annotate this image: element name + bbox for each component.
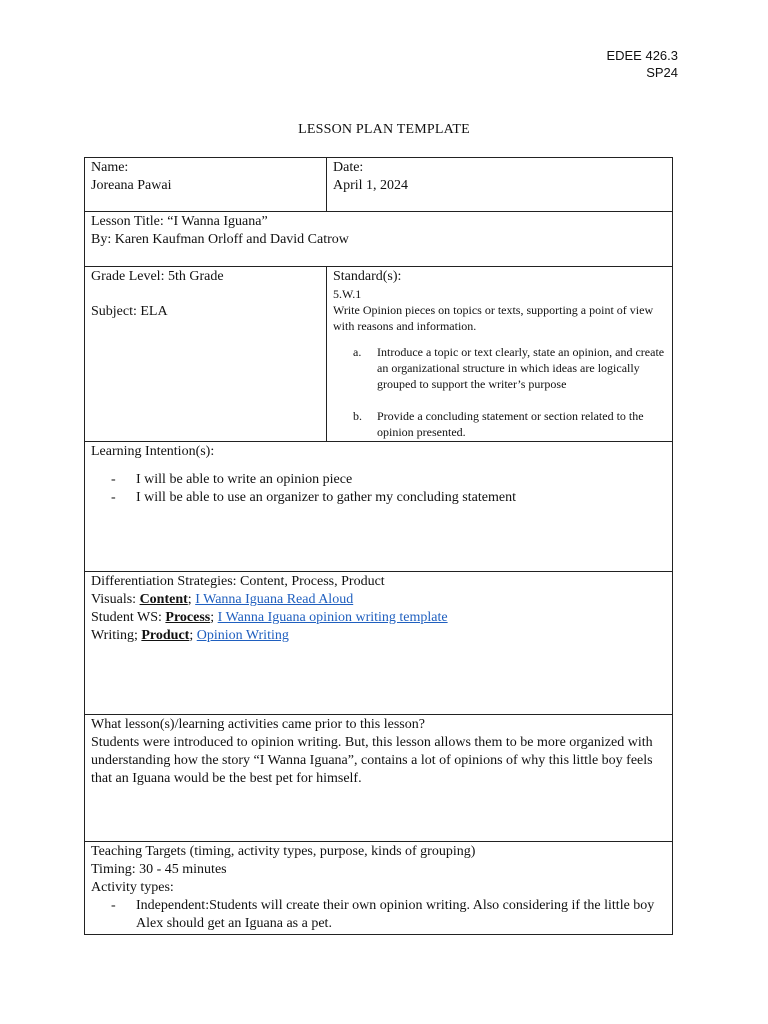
lesson-authors: By: Karen Kaufman Orloff and David Catrow	[91, 232, 349, 247]
lesson-title-row	[85, 212, 673, 267]
standards-label: Standard(s):	[333, 269, 402, 284]
opinion-writing-link[interactable]: Opinion Writing	[196, 628, 289, 643]
student-ws-line	[91, 609, 666, 627]
course-code: EDEE 426.3	[606, 48, 678, 63]
course-code-header	[606, 47, 678, 81]
student-ws-prefix: Student WS:	[91, 610, 166, 625]
read-aloud-link[interactable]: I Wanna Iguana Read Aloud	[195, 592, 354, 607]
standards-cell	[327, 267, 673, 442]
learning-intentions-cell	[85, 442, 673, 572]
visuals-kind: Content	[139, 592, 188, 607]
lesson-title: Lesson Title: “I Wanna Iguana”	[91, 214, 268, 229]
activity-types-label: Activity types:	[91, 880, 174, 895]
name-cell	[85, 158, 327, 212]
standard-item	[353, 344, 666, 392]
writing-kind: Product	[141, 628, 190, 643]
learning-intention-item: - I will be able to write an opinion piece	[111, 471, 666, 489]
lesson-plan-table	[84, 157, 673, 935]
writing-prefix: Writing;	[91, 628, 142, 643]
date-label: Date:	[333, 160, 364, 175]
standard-description: Write Opinion pieces on topics or texts, supporting a point of view with reasons and information.	[333, 303, 654, 333]
name-value: Joreana Pawai	[91, 178, 172, 193]
learning-intention-item: - I will be able to use an organizer to gather my concluding statement	[111, 489, 666, 507]
timing: Timing: 30 - 45 minutes	[91, 862, 227, 877]
grade-standards-row	[85, 267, 673, 442]
writing-separator: ;	[189, 628, 197, 643]
term-code: SP24	[646, 65, 678, 80]
lesson-title-cell	[85, 212, 673, 267]
prior-learning-row	[85, 715, 673, 842]
standard-item-marker: b.	[353, 409, 362, 423]
date-value: April 1, 2024	[333, 178, 409, 193]
standard-item	[353, 408, 666, 440]
standard-item-text: Provide a concluding statement or section related to the opinion presented.	[377, 409, 644, 439]
prior-learning-cell	[85, 715, 673, 842]
teaching-targets-row	[85, 842, 673, 935]
grade-subject-cell	[85, 267, 327, 442]
name-date-row	[85, 158, 673, 212]
subject: Subject: ELA	[91, 304, 168, 319]
standard-items-list	[333, 344, 666, 440]
writing-template-link[interactable]: I Wanna Iguana opinion writing template	[217, 610, 448, 625]
teaching-targets-cell	[85, 842, 673, 935]
standard-item-text: Introduce a topic or text clearly, state an opinion, and create an organizational structure in which ideas are logically grouped to support the writer’s purpose	[377, 345, 665, 391]
visuals-separator: ;	[187, 592, 196, 607]
date-cell	[327, 158, 673, 212]
differentiation-label: Differentiation Strategies: Content, Process, Product	[91, 574, 385, 589]
name-label: Name:	[91, 160, 129, 175]
prior-learning-answer: Students were introduced to opinion writing. But, this lesson allows them to be more organized with understanding how the story “I Wanna Iguana”, contains a lot of opinions of why this little boy feels that an Iguana would be the best pet for himself.	[91, 735, 653, 786]
standard-code: 5.W.1	[333, 287, 362, 301]
activity-type-item: - Independent:Students will create their own opinion writing. Also considering if the little boy Alex should get an Iguana as a pet.	[111, 897, 666, 933]
visuals-line	[91, 591, 666, 609]
activity-types-list	[91, 897, 666, 933]
prior-learning-question: What lesson(s)/learning activities came prior to this lesson?	[91, 717, 425, 732]
teaching-targets-label: Teaching Targets (timing, activity types, purpose, kinds of grouping)	[91, 844, 476, 859]
learning-intentions-row	[85, 442, 673, 572]
writing-line	[91, 627, 666, 645]
learning-intentions-list	[91, 471, 666, 507]
differentiation-row	[85, 572, 673, 715]
grade-level: Grade Level: 5th Grade	[91, 269, 224, 284]
visuals-prefix: Visuals:	[91, 592, 140, 607]
differentiation-cell	[85, 572, 673, 715]
student-ws-kind: Process	[165, 610, 211, 625]
student-ws-separator: ;	[210, 610, 218, 625]
learning-intentions-label: Learning Intention(s):	[91, 444, 215, 459]
standard-item-marker: a.	[353, 345, 362, 359]
document-title: LESSON PLAN TEMPLATE	[298, 122, 470, 137]
